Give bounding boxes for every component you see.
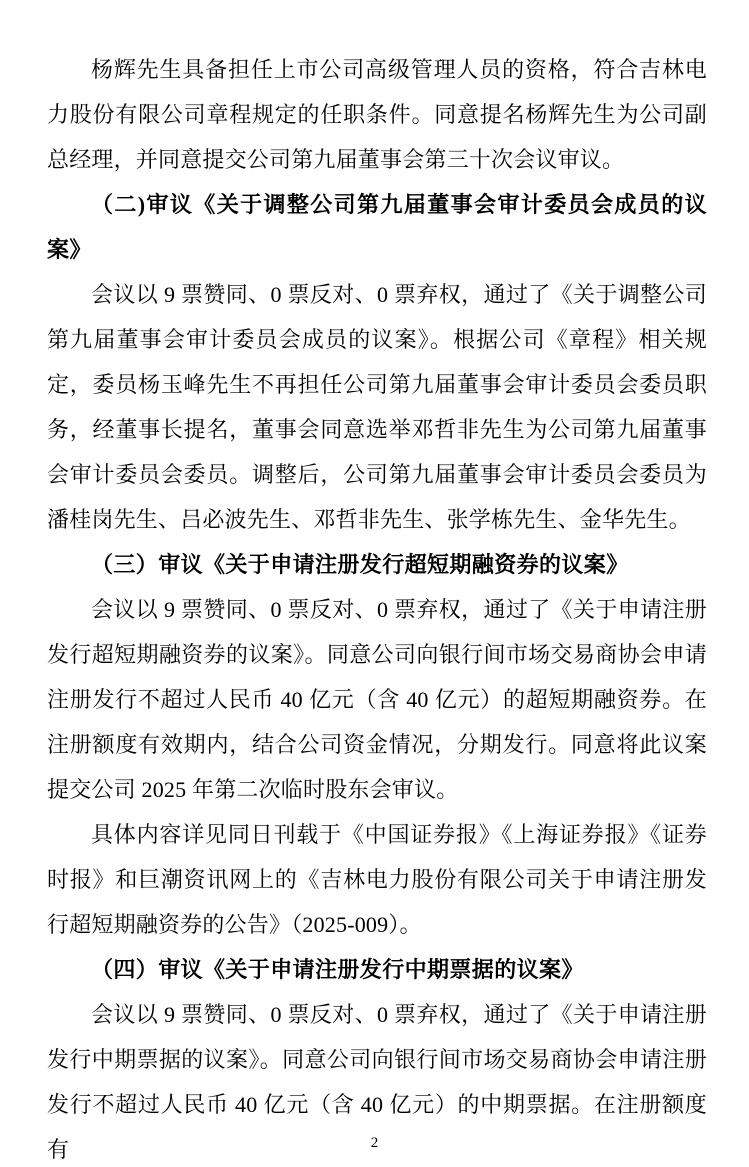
- section-heading: （三）审议《关于申请注册发行超短期融资券的议案》: [91, 552, 629, 577]
- body-paragraph: 会议以 9 票赞同、0 票反对、0 票弃权，通过了《关于申请注册发行中期票据的议案》。同意公司向银行间市场交易商协会申请注册发行不超过人民币 40 亿元（含 40 亿元）的中期票据。在注册额度有: [47, 1002, 707, 1162]
- section-heading: （四）审议《关于申请注册发行中期票据的议案》: [91, 957, 584, 982]
- page-number: 2: [370, 1135, 379, 1151]
- document-body: [47, 47, 707, 1167]
- body-paragraph: 会议以 9 票赞同、0 票反对、0 票弃权，通过了《关于申请注册发行超短期融资券的议案》。同意公司向银行间市场交易商协会申请注册发行不超过人民币 40 亿元（含 40 亿元）的超短期融资券。在注册额度有效期内，结合公司资金情况，分期发行。同意将此议案提交公司 2025 年第二次临时股东会审议。: [47, 597, 707, 802]
- section-heading: （二)审议《关于调整公司第九届董事会审计委员会成员的议案》: [47, 192, 707, 262]
- body-paragraph: 会议以 9 票赞同、0 票反对、0 票弃权，通过了《关于调整公司第九届董事会审计委员会成员的议案》。根据公司《章程》相关规定，委员杨玉峰先生不再担任公司第九届董事会审计委员会委员职务，经董事长提名，董事会同意选举邓哲非先生为公司第九届董事会审计委员会委员。调整后，公司第九届董事会审计委员会委员为潘桂岗先生、吕必波先生、邓哲非先生、张学栋先生、金华先生。: [47, 282, 707, 532]
- body-paragraph: 杨辉先生具备担任上市公司高级管理人员的资格，符合吉林电力股份有限公司章程规定的任职条件。同意提名杨辉先生为公司副总经理，并同意提交公司第九届董事会第三十次会议审议。: [47, 57, 707, 172]
- body-paragraph: 具体内容详见同日刊载于《中国证券报》《上海证券报》《证券时报》和巨潮资讯网上的《吉林电力股份有限公司关于申请注册发行超短期融资券的公告》（2025-009）。: [47, 822, 707, 937]
